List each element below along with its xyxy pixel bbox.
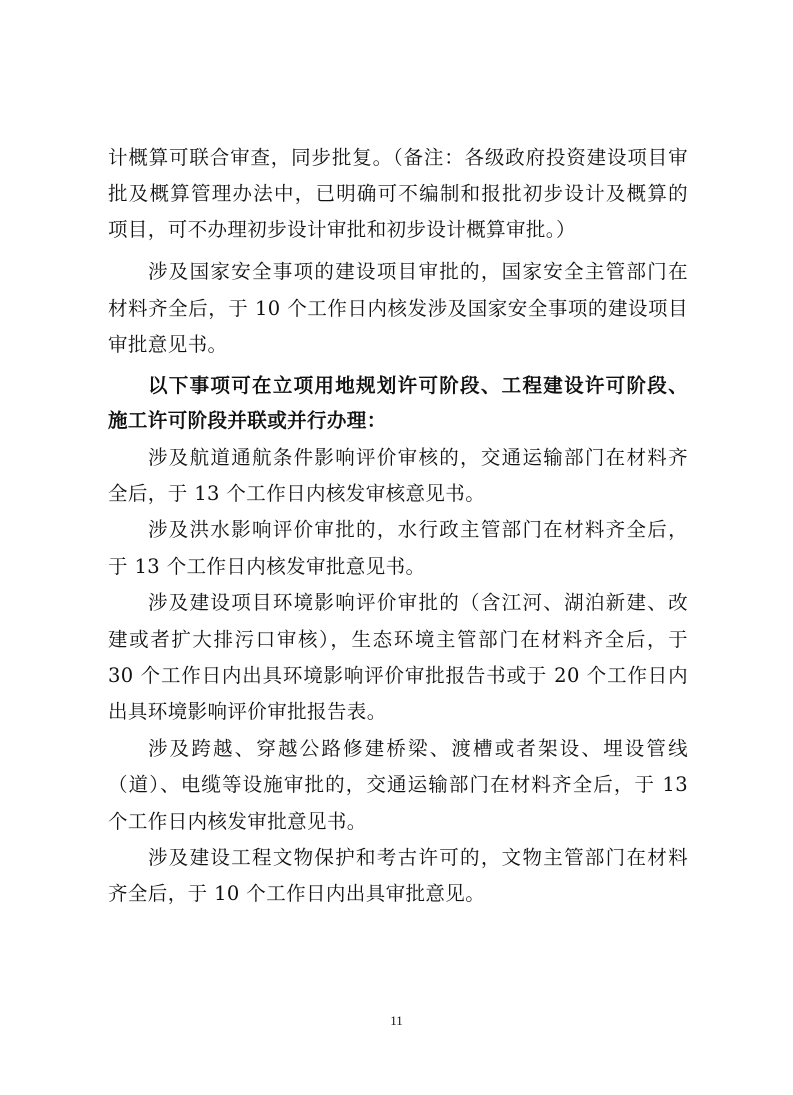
text-line: 齐全后，于 10 个工作日内出具审批意见。 bbox=[108, 882, 486, 905]
text-line: 涉及航道通航条件影响评价审核的，交通运输部门在材料齐 bbox=[148, 446, 688, 469]
text-line: 个工作日内核发审批意见书。 bbox=[108, 810, 367, 833]
page-number: 11 bbox=[390, 1013, 403, 1028]
text-line: 材料齐全后，于 10 个工作日内核发涉及国家安全事项的建设项目 bbox=[108, 297, 688, 320]
text-line: 出具环境影响评价审批报告表。 bbox=[108, 700, 387, 723]
text-line: 于 13 个工作日内核发审批意见书。 bbox=[108, 555, 426, 578]
text-line: 项目，可不办理初步设计审批和初步设计概算审批。） bbox=[108, 218, 576, 241]
text-line: （道）、电缆等设施审批的，交通运输部门在材料齐全后，于 13 bbox=[108, 773, 688, 796]
text-line: 涉及国家安全事项的建设项目审批的，国家安全主管部门在 bbox=[148, 260, 688, 283]
text-line: 30 个工作日内出具环境影响评价审批报告书或于 20 个工作日内 bbox=[108, 664, 688, 687]
text-line: 全后，于 13 个工作日内核发审核意见书。 bbox=[108, 482, 486, 505]
text-line: 涉及建设项目环境影响评价审批的（含江河、湖泊新建、改 bbox=[148, 591, 688, 614]
text-line: 审批意见书。 bbox=[108, 333, 228, 356]
text-line: 批及概算管理办法中，已明确可不编制和报批初步设计及概算的 bbox=[108, 182, 688, 205]
bold-heading-line: 施工许可阶段并联或并行办理： bbox=[108, 409, 387, 432]
text-line: 涉及建设工程文物保护和考古许可的，文物主管部门在材料 bbox=[148, 846, 688, 869]
text-line: 涉及跨越、穿越公路修建桥梁、渡槽或者架设、埋设管线 bbox=[148, 737, 688, 760]
bold-heading-line: 以下事项可在立项用地规划许可阶段、工程建设许可阶段、 bbox=[148, 374, 688, 397]
text-line: 计概算可联合审查，同步批复。（备注：各级政府投资建设项目审 bbox=[108, 146, 688, 169]
text-line: 涉及洪水影响评价审批的，水行政主管部门在材料齐全后， bbox=[148, 518, 688, 541]
text-line: 建或者扩大排污口审核），生态环境主管部门在材料齐全后，于 bbox=[108, 628, 688, 651]
